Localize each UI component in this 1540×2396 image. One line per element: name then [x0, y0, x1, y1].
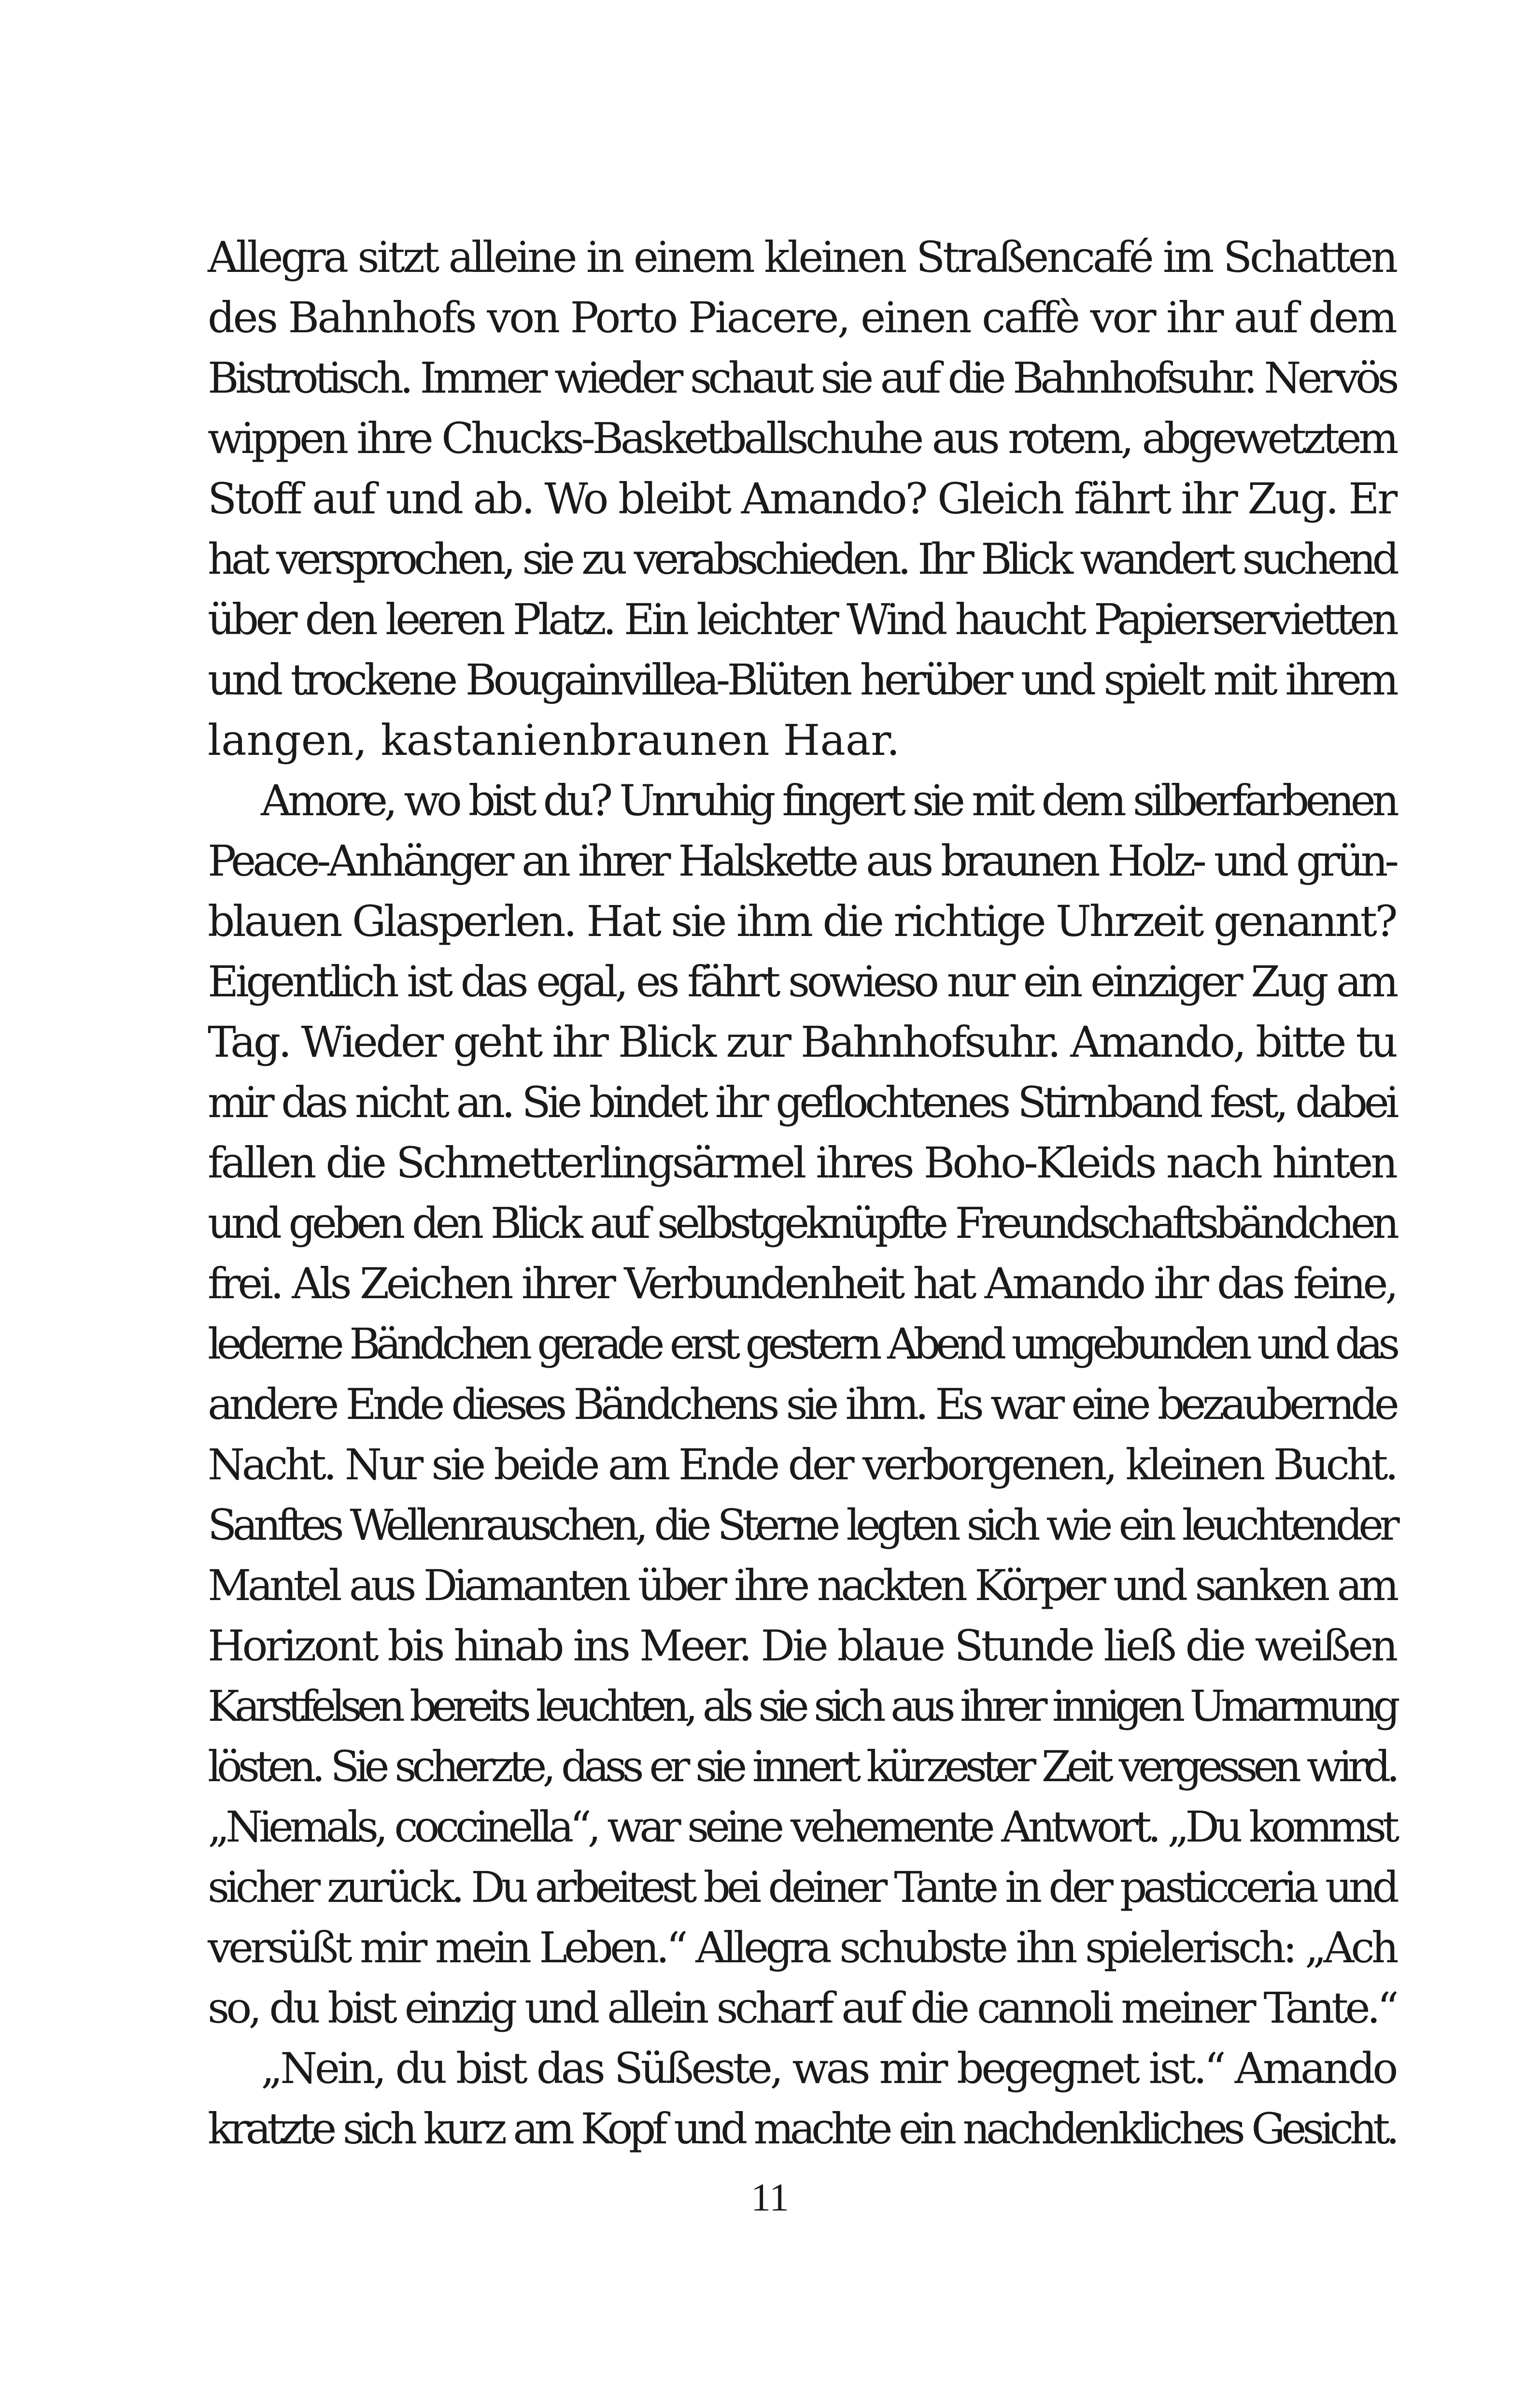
text-line: blauen Glasperlen. Hat sie ihm die richtige Uhrzeit genannt?	[208, 896, 1396, 946]
text-line: Tag. Wieder geht ihr Blick zur Bahnhofsuhr. Amando, bitte tu	[208, 1017, 1396, 1067]
text-line: lederne Bändchen gerade erst gestern Abend umgebunden und das	[208, 1319, 1396, 1369]
text-line: versüßt mir mein Leben.“ Allegra schubste ihn spielerisch: „Ach	[208, 1923, 1396, 1972]
text-line: Sanftes Wellenrauschen, die Sterne legten sich wie ein leuchtender	[208, 1500, 1396, 1550]
text-line: des Bahnhofs von Porto Piacere, einen caffè vor ihr auf dem	[208, 293, 1396, 342]
text-line: Peace-Anhänger an ihrer Halskette aus braunen Holz- und grün-	[208, 836, 1396, 886]
text-line: und trockene Bougainvillea-Blüten herüber und spielt mit ihrem	[208, 655, 1396, 705]
text-line: frei. Als Zeichen ihrer Verbundenheit hat Amando ihr das feine,	[208, 1259, 1396, 1308]
page-number: 11	[751, 2175, 789, 2219]
text-line: andere Ende dieses Bändchens sie ihm. Es war eine bezaubernde	[208, 1379, 1396, 1429]
text-line: kratzte sich kurz am Kopf und machte ein nachdenkliches Gesicht.	[208, 2104, 1396, 2154]
text-line: hat versprochen, sie zu verabschieden. Ihr Blick wandert suchend	[208, 534, 1396, 584]
text-line: Karstfelsen bereits leuchten, als sie sich aus ihrer innigen Umarmung	[208, 1681, 1396, 1731]
text-line: sicher zurück. Du arbeitest bei deiner Tante in der pasticceria und	[208, 1862, 1396, 1912]
text-line: „Niemals, coccinella“, war seine vehemente Antwort. „Du kommst	[208, 1802, 1396, 1852]
text-line: Allegra sitzt alleine in einem kleinen Straßencafé im Schatten	[208, 232, 1396, 282]
text-line: wippen ihre Chucks-Basketballschuhe aus rotem, abgewetztem	[208, 413, 1396, 463]
text-line: so, du bist einzig und allein scharf auf die cannoli meiner Tante.“	[208, 1983, 1396, 2033]
text-line: lösten. Sie scherzte, dass er sie innert kürzester Zeit vergessen wird.	[208, 1742, 1396, 1791]
text-line: fallen die Schmetterlingsärmel ihres Boho-Kleids nach hinten	[208, 1138, 1396, 1188]
text-line: langen, kastanienbraunen Haar.	[208, 715, 900, 765]
text-line: „Nein, du bist das Süßeste, was mir begegnet ist.“ Amando	[261, 2043, 1396, 2093]
text-line: über den leeren Platz. Ein leichter Wind haucht Papierservietten	[208, 595, 1396, 644]
text-line: Amore, wo bist du? Unruhig fingert sie mit dem silberfarbenen	[261, 776, 1396, 825]
text-line: und geben den Blick auf selbstgeknüpfte Freundschaftsbändchen	[208, 1198, 1396, 1248]
text-line: Nacht. Nur sie beide am Ende der verborgenen, kleinen Bucht.	[208, 1440, 1396, 1489]
text-line: Mantel aus Diamanten über ihre nackten Körper und sanken am	[208, 1560, 1396, 1610]
text-line: Stoff auf und ab. Wo bleibt Amando? Gleich fährt ihr Zug. Er	[208, 474, 1396, 524]
text-line: Bistrotisch. Immer wieder schaut sie auf die Bahnhofsuhr. Nervös	[208, 353, 1396, 403]
body-text	[208, 227, 1396, 2159]
text-line: Eigentlich ist das egal, es fährt sowieso nur ein einziger Zug am	[208, 957, 1396, 1007]
text-line: mir das nicht an. Sie bindet ihr geflochtenes Stirnband fest, dabei	[208, 1077, 1396, 1127]
text-line: Horizont bis hinab ins Meer. Die blaue Stunde ließ die weißen	[208, 1621, 1396, 1671]
